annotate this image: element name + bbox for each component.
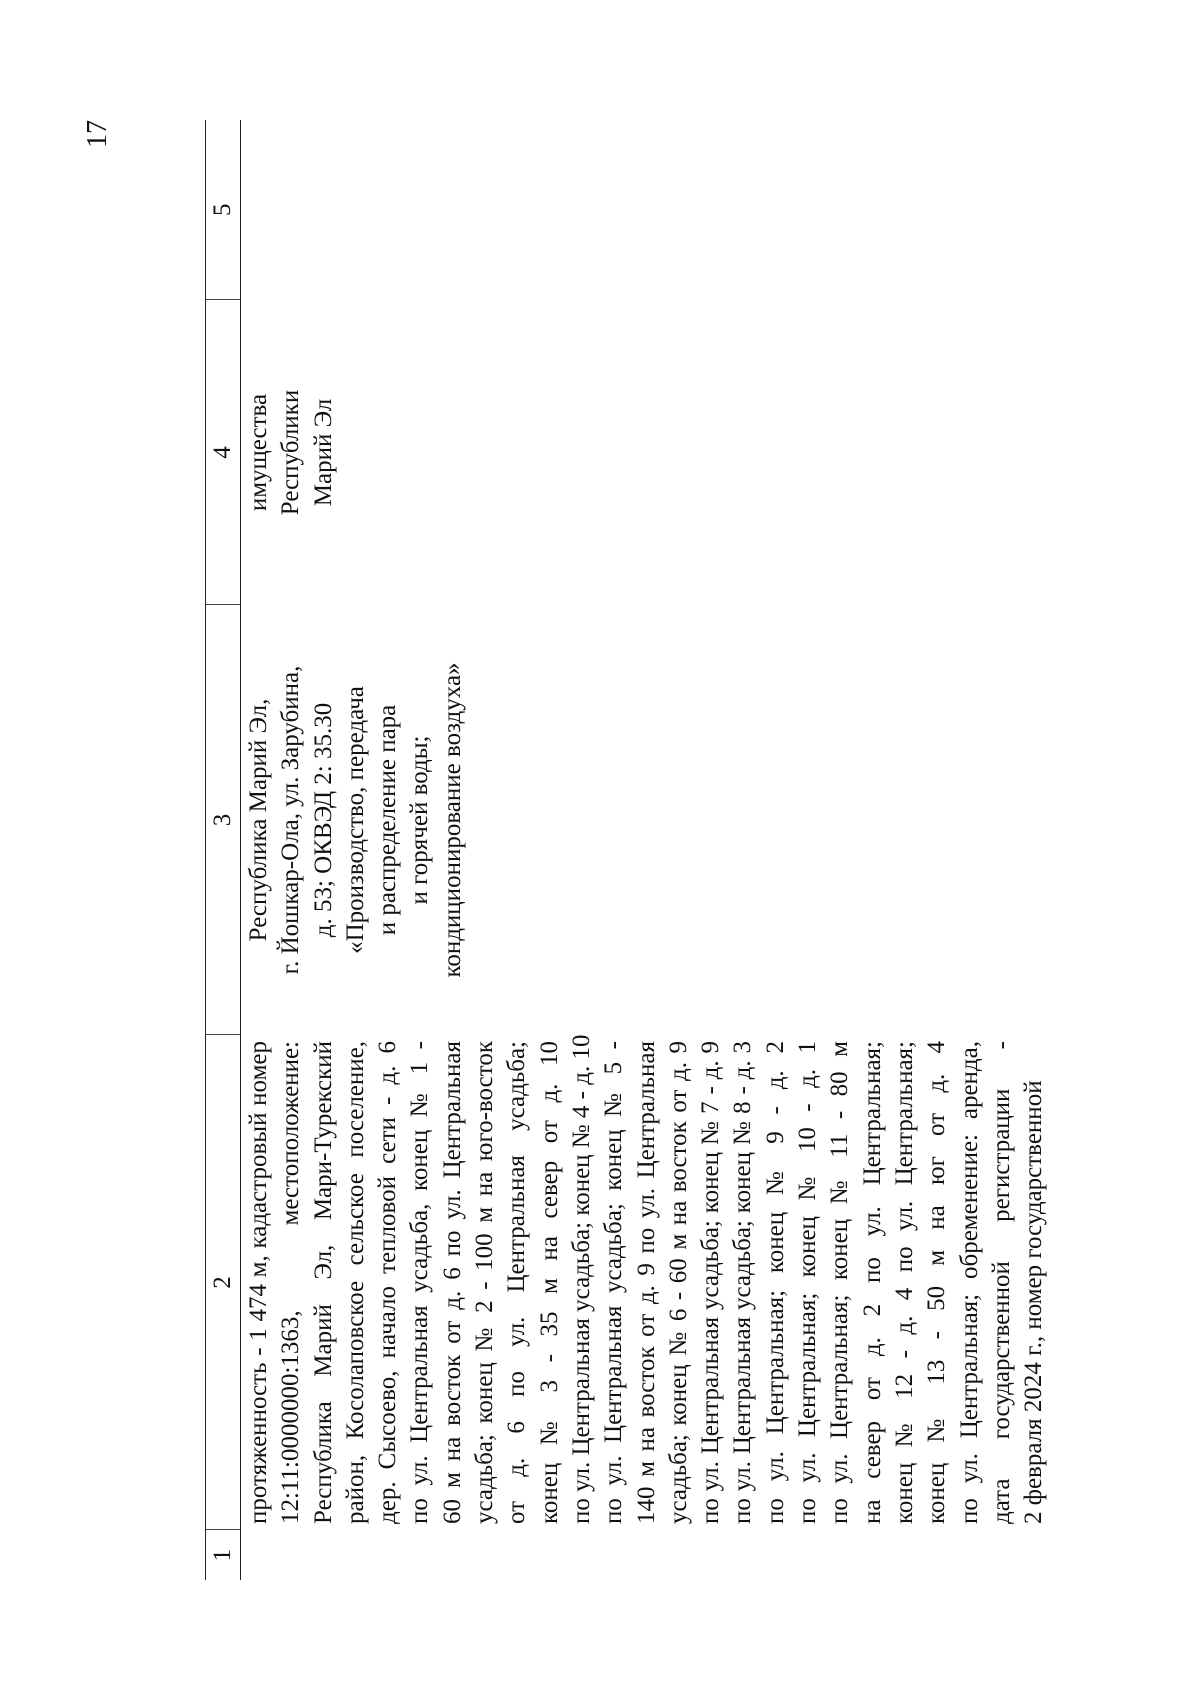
description-line: Республика Марий Эл, Мари-Турекский (309, 1041, 337, 1524)
cell-organization (241, 605, 1053, 1035)
description-line: дер. Сысоево, начало тепловой сети - д. 6 (374, 1041, 402, 1524)
description-line: 12:11:0000000:1363, местоположение: (277, 1041, 305, 1524)
owner-line: имущества (245, 393, 272, 512)
owner-line: Марий Эл (309, 398, 337, 507)
organization-line: и горячей воды; (406, 735, 434, 905)
organization-line: Республика Марий Эл, (245, 698, 272, 942)
description-line: по ул. Центральная; конец № 11 - 80 м (826, 1041, 854, 1524)
description-line: на север от д. 2 по ул. Центральная; (858, 1041, 886, 1524)
description-line: 140 м на восток от д. 9 по ул. Центральная (632, 1041, 660, 1524)
description-line: по ул. Центральная; обременение: аренда, (955, 1041, 983, 1524)
description-line: по ул. Центральная; конец № 9 - д. 2 (761, 1041, 789, 1524)
description-line: конец № 13 - 50 м на юг от д. 4 (923, 1041, 951, 1524)
organization-line: «Производство, передача (341, 686, 369, 954)
description-line: 2 февраля 2024 г., номер государственной (1020, 1080, 1048, 1524)
description-line: по ул. Центральная усадьба; конец № 5 - (600, 1041, 628, 1524)
column-header-3: 3 (206, 605, 241, 1035)
description-line: усадьба; конец № 6 - 60 м на восток от д. 9 (664, 1041, 692, 1524)
description-line: по ул. Центральная; конец № 10 - д. 1 (794, 1041, 822, 1524)
organization-line: г. Йошкар-Ола, ул. Зарубина, (277, 665, 305, 975)
organization-line: кондиционирование воздуха» (438, 662, 466, 978)
description-line: по ул. Центральная усадьба; конец № 8 - д. 3 (729, 1041, 757, 1524)
table-header-row (206, 120, 241, 1580)
description-line: по ул. Центральная усадьба; конец № 4 - д. 10 (567, 1034, 595, 1524)
description-line: дата государственной регистрации - (987, 1041, 1015, 1524)
description-line: по ул. Центральная усадьба, конец № 1 - (406, 1041, 434, 1524)
description-line: усадьба; конец № 2 - 100 м на юго-восток (471, 1041, 499, 1524)
description-line: район, Косолаповское сельское поселение, (341, 1041, 369, 1524)
column-header-1: 1 (206, 1530, 241, 1580)
description-line: по ул. Центральная усадьба; конец № 7 - д. 9 (697, 1041, 725, 1524)
cell-property-owner (241, 300, 1053, 605)
registry-table (205, 120, 1052, 1580)
table-row (241, 120, 1053, 1580)
column-header-2: 2 (206, 1035, 241, 1530)
organization-line: д. 53; ОКВЭД 2: 35.30 (309, 702, 337, 938)
description-line: 60 м на восток от д. 6 по ул. Центральная (438, 1041, 466, 1524)
owner-line: Республики (277, 389, 305, 516)
rotated-page-content (205, 120, 1048, 1580)
cell-object-description (241, 1035, 1053, 1530)
page-number: 17 (82, 120, 113, 148)
description-line: протяженность - 1 474 м, кадастровый номер (245, 1041, 272, 1524)
column-header-4: 4 (206, 300, 241, 605)
cell-number (241, 1530, 1053, 1580)
cell-column-5 (241, 120, 1053, 300)
organization-line: и распределение пара (374, 704, 402, 936)
description-line: конец № 3 - 35 м на север от д. 10 (535, 1041, 563, 1524)
description-line: от д. 6 по ул. Центральная усадьба; (503, 1041, 531, 1524)
description-line: конец № 12 - д. 4 по ул. Центральная; (890, 1041, 918, 1524)
column-header-5: 5 (206, 120, 241, 300)
